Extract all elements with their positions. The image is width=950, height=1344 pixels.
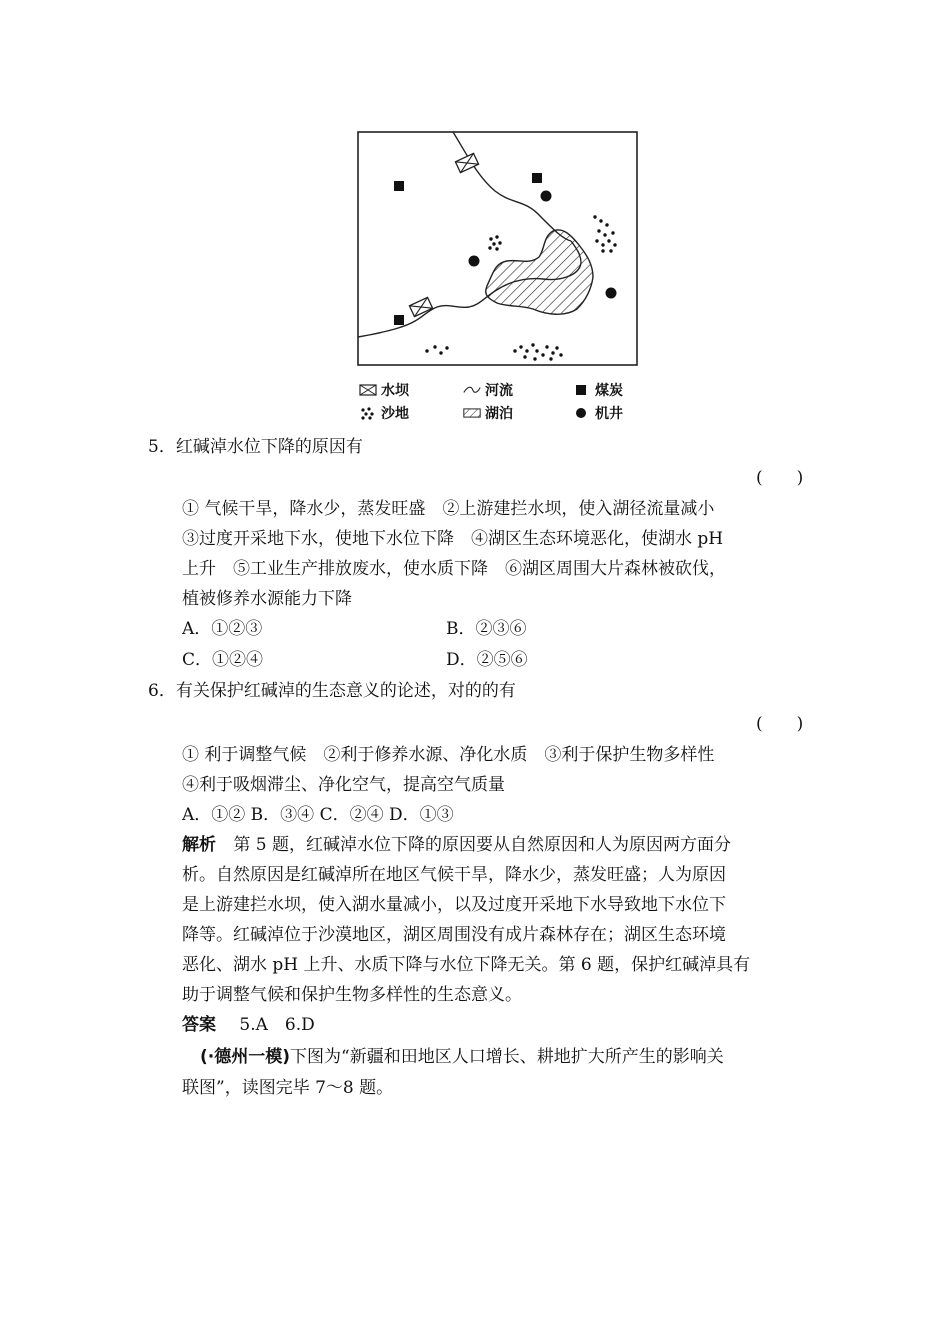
q5-option-line: 上升 ⑤工业生产排放废水，使水质下降 ⑥湖区周围大片森林被砍伐， [182, 559, 726, 579]
analysis-text: 是上游建拦水坝，使入湖水量减小，以及过度开采地下水导致地下水位下 [182, 895, 726, 915]
intro-source: (·德州一模) [200, 1047, 290, 1067]
intro-first-line [200, 1042, 724, 1072]
intro-text: 下图为“新疆和田地区人口增长、耕地扩大所产生的影响关 [290, 1047, 724, 1067]
sand-icon [359, 406, 377, 420]
lake-map [357, 131, 639, 367]
q5-stem: 5．红碱淖水位下降的原因有 [148, 437, 363, 457]
coal-icon [573, 383, 591, 397]
analysis-text: 析。自然原因是红碱淖所在地区气候干旱，降水少，蒸发旺盛；人为原因 [182, 865, 726, 885]
legend-dam-label: 水坝 [381, 383, 409, 399]
analysis-text: 恶化、湖水 pH 上升、水质下降与水位下降无关。第 6 题，保护红碱淖具有 [182, 955, 751, 975]
well-icon [541, 191, 552, 202]
q6-stem: 6．有关保护红碱淖的生态意义的论述，对的的有 [148, 681, 516, 701]
well-icon [469, 256, 480, 267]
legend-well-label: 机井 [595, 406, 623, 422]
coal-icon [394, 315, 404, 325]
q5-choice-d: D．②⑤⑥ [446, 650, 528, 670]
q5-choice-b: B．②③⑥ [446, 619, 527, 639]
map-legend [357, 378, 657, 426]
answer-label: 答案 [182, 1015, 216, 1035]
legend-sand [359, 403, 409, 423]
well-icon [573, 406, 591, 420]
q5-choice-c: C．①②④ [182, 650, 264, 670]
q5-option-line: ① 气候干旱，降水少，蒸发旺盛 ②上游建拦水坝，使入湖径流量减小 [182, 499, 715, 519]
analysis-text: 助于调整气候和保护生物多样性的生态意义。 [182, 985, 522, 1005]
analysis-first-line [182, 830, 731, 860]
q5-answer-bracket: ( ) [756, 468, 804, 488]
dam-icon [359, 383, 377, 397]
answer-text: 5.A 6.D [239, 1015, 315, 1035]
legend-well [573, 403, 623, 423]
analysis-text: 第 5 题，红碱淖水位下降的原因要从自然原因和人为原因两方面分 [233, 835, 732, 855]
legend-river-label: 河流 [485, 383, 513, 399]
legend-lake-label: 湖泊 [485, 406, 513, 422]
q6-answer-bracket: ( ) [756, 714, 804, 734]
lake-icon [463, 406, 481, 420]
river-icon [463, 383, 481, 397]
coal-icon [532, 173, 542, 183]
analysis-label: 解析 [182, 835, 216, 855]
q6-choices: A．①② B．③④ C．②④ D．①③ [182, 805, 454, 825]
analysis-text: 降等。红碱淖位于沙漠地区，湖区周围没有成片森林存在；湖区生态环境 [182, 925, 726, 945]
coal-icon [394, 181, 404, 191]
answer-line [182, 1010, 315, 1040]
legend-coal [573, 380, 623, 400]
legend-river [463, 380, 513, 400]
q6-option-line: ④利于吸烟滞尘、净化空气，提高空气质量 [182, 775, 505, 795]
q5-option-line: ③过度开采地下水，使地下水位下降 ④湖区生态环境恶化，使湖水 pH [182, 529, 724, 549]
q6-option-line: ① 利于调整气候 ②利于修养水源、净化水质 ③利于保护生物多样性 [182, 745, 715, 765]
legend-dam [359, 380, 409, 400]
legend-coal-label: 煤炭 [595, 383, 623, 399]
intro-text: 联图”，读图完毕 7～8 题。 [182, 1078, 394, 1098]
well-icon [606, 288, 617, 299]
q5-option-line: 植被修养水源能力下降 [182, 589, 352, 609]
q5-choice-a: A．①②③ [182, 619, 263, 639]
legend-lake [463, 403, 513, 423]
legend-sand-label: 沙地 [381, 406, 409, 422]
